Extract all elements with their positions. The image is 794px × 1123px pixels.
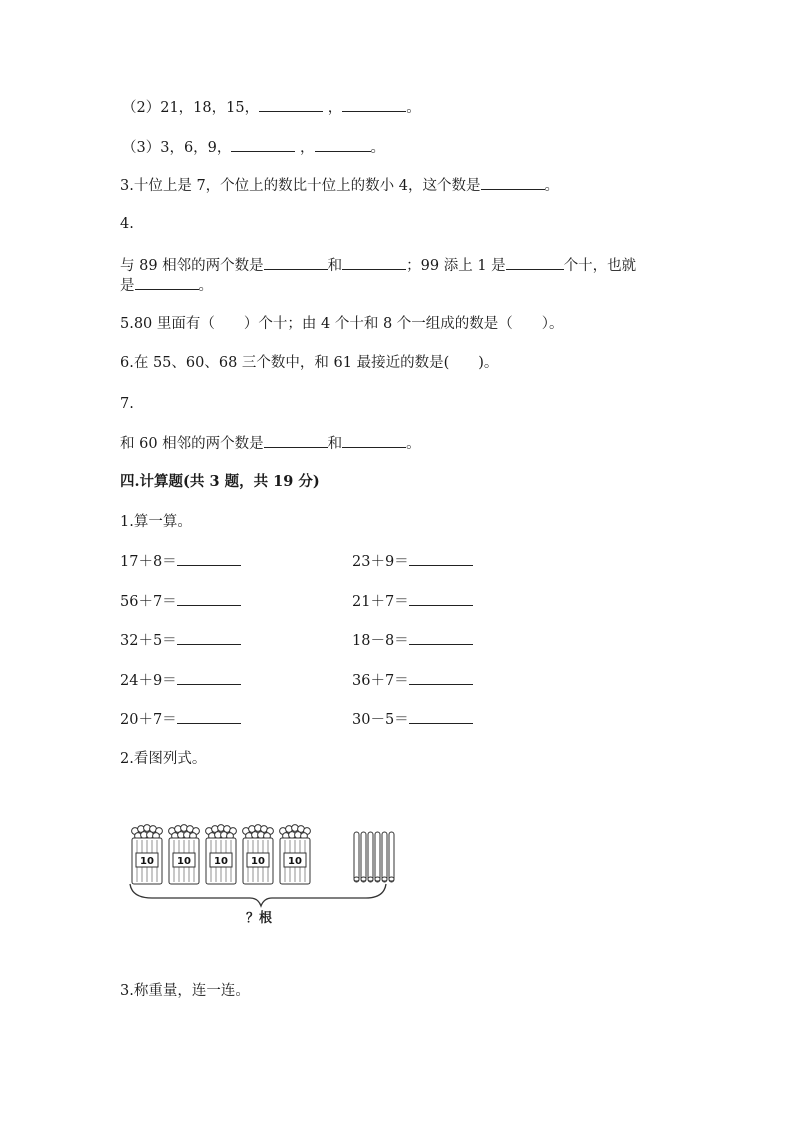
loose-sticks-group	[354, 832, 394, 882]
bundle-label: 10	[214, 856, 228, 867]
calc-item: 20＋7＝	[120, 710, 241, 729]
calc-item: 32＋5＝	[120, 631, 241, 650]
calc-item: 18－8＝	[352, 631, 473, 650]
answer-blank[interactable]	[409, 592, 473, 606]
calc-question-1-title: 1.算一算。	[120, 514, 192, 530]
answer-blank[interactable]	[342, 434, 406, 448]
stick-bundle	[206, 825, 237, 884]
question-2-3: （3）3，6，9， ， 。	[122, 140, 386, 156]
answer-blank[interactable]	[409, 552, 473, 566]
loose-stick	[375, 832, 380, 882]
stick-bundle	[243, 825, 274, 884]
calc-item: 17＋8＝	[120, 552, 241, 571]
bundles-group	[132, 825, 311, 884]
answer-blank[interactable]	[264, 256, 328, 270]
question-2-2: （2）21，18，15， ， 。	[122, 100, 421, 116]
loose-stick	[354, 832, 359, 882]
bundle-label: 10	[177, 856, 191, 867]
stick-bundle	[280, 825, 311, 884]
answer-blank[interactable]	[231, 138, 295, 152]
question-3: 3.十位上是 7，个位上的数比十位上的数小 4，这个数是 。	[120, 178, 560, 194]
bundle-label: 10	[140, 856, 154, 867]
answer-blank[interactable]	[342, 256, 406, 270]
answer-blank[interactable]	[481, 176, 545, 190]
question-7-number: 7.	[120, 396, 134, 412]
calc-item: 56＋7＝	[120, 592, 241, 611]
calc-item: 24＋9＝	[120, 671, 241, 690]
calc-item: 23＋9＝	[352, 552, 473, 571]
loose-stick	[361, 832, 366, 882]
answer-blank[interactable]	[342, 98, 406, 112]
calc-question-3-title: 3.称重量，连一连。	[120, 983, 250, 999]
loose-stick	[389, 832, 394, 882]
answer-blank[interactable]	[315, 138, 371, 152]
answer-blank[interactable]	[177, 592, 241, 606]
figure-question-label: ？根	[246, 911, 273, 926]
bundle-label: 10	[251, 856, 265, 867]
answer-blank[interactable]	[259, 98, 323, 112]
question-4-line1: 与 89 相邻的两个数是 和 ；99 添上 1 是 个十，也就	[120, 258, 637, 274]
calc-item: 30－5＝	[352, 710, 473, 729]
answer-blank[interactable]	[409, 671, 473, 685]
question-5: 5.80 里面有（ ）个十；由 4 个十和 8 个一组成的数是（ ）。	[120, 316, 564, 332]
answer-blank[interactable]	[177, 552, 241, 566]
answer-blank[interactable]	[409, 710, 473, 724]
question-6: 6.在 55、60、68 三个数中，和 61 最接近的数是( )。	[120, 355, 499, 371]
brace	[130, 884, 386, 906]
stick-bundle	[169, 825, 200, 884]
answer-blank[interactable]	[177, 710, 241, 724]
calc-item: 21＋7＝	[352, 592, 473, 611]
section-4-heading: 四.计算题(共 3 题，共 19 分)	[120, 473, 320, 490]
answer-blank[interactable]	[506, 256, 564, 270]
question-7-line: 和 60 相邻的两个数是 和 。	[120, 436, 421, 452]
calc-question-2-title: 2.看图列式。	[120, 751, 207, 767]
answer-blank[interactable]	[264, 434, 328, 448]
answer-blank[interactable]	[409, 631, 473, 645]
question-4-line2: 是 。	[120, 278, 213, 294]
bundle-label: 10	[288, 856, 302, 867]
stick-bundle	[132, 825, 163, 884]
calc-item: 36＋7＝	[352, 671, 473, 690]
stick-bundles-figure	[122, 818, 402, 930]
answer-blank[interactable]	[177, 671, 241, 685]
answer-blank[interactable]	[177, 631, 241, 645]
answer-blank[interactable]	[135, 276, 199, 290]
loose-stick	[368, 832, 373, 882]
loose-stick	[382, 832, 387, 882]
question-4-number: 4.	[120, 216, 134, 232]
